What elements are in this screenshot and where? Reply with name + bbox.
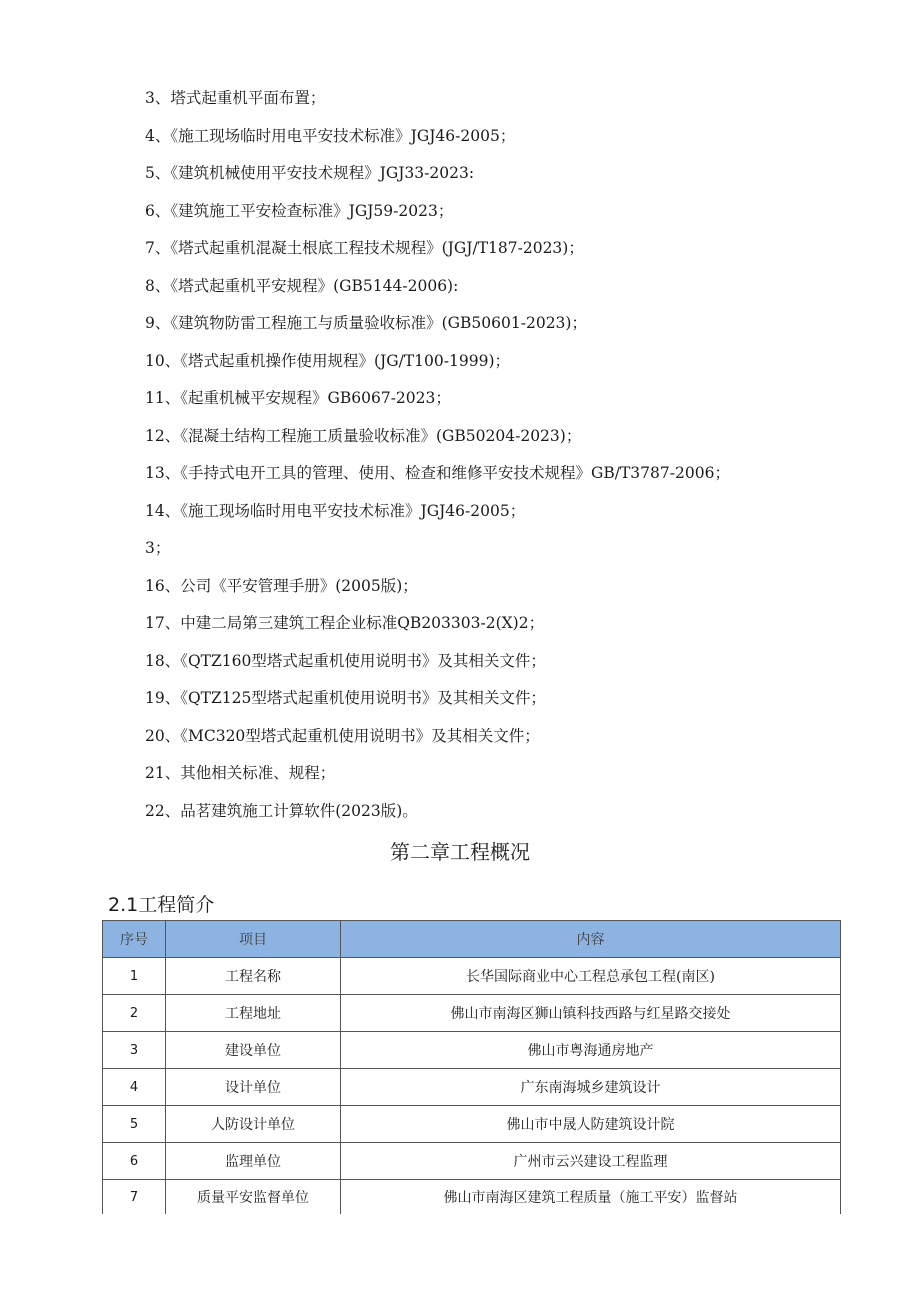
reference-item: 3、塔式起重机平面布置； bbox=[145, 89, 326, 107]
section-title: 2.1工程简介 bbox=[108, 894, 215, 916]
row-no: 6 bbox=[103, 1143, 166, 1180]
row-item: 建设单位 bbox=[166, 1032, 341, 1069]
row-no: 5 bbox=[103, 1106, 166, 1143]
reference-item: 9、《建筑物防雷工程施工与质量验收标准》(GB50601-2023)； bbox=[145, 314, 587, 332]
header-no: 序号 bbox=[103, 921, 166, 958]
row-item: 监理单位 bbox=[166, 1143, 341, 1180]
row-content: 佛山市粤海通房地产 bbox=[341, 1032, 841, 1069]
reference-item: 6、《建筑施工平安检查标准》JGJ59-2023； bbox=[145, 201, 454, 220]
row-no: 3 bbox=[103, 1032, 166, 1069]
header-item: 项目 bbox=[166, 921, 341, 958]
reference-item: 4、《施工现场临时用电平安技术标准》JGJ46-2005； bbox=[145, 126, 516, 145]
row-item: 设计单位 bbox=[166, 1069, 341, 1106]
row-no: 2 bbox=[103, 995, 166, 1032]
reference-item: 21、其他相关标准、规程； bbox=[145, 764, 336, 782]
reference-item: 10、《塔式起重机操作使用规程》(JG/T100-1999)； bbox=[145, 351, 510, 370]
row-content: 佛山市南海区建筑工程质量（施工平安）监督站 bbox=[341, 1180, 841, 1215]
row-no: 4 bbox=[103, 1069, 166, 1106]
row-content: 佛山市南海区狮山镇科技西路与红星路交接处 bbox=[341, 995, 841, 1032]
row-content: 广州市云兴建设工程监理 bbox=[341, 1143, 841, 1180]
reference-item: 14、《施工现场临时用电平安技术标准》JGJ46-2005； bbox=[145, 501, 526, 520]
reference-item: 8、《塔式起重机平安规程》(GB5144-2006): bbox=[145, 276, 459, 295]
reference-item: 11、《起重机械平安规程》GB6067-2023； bbox=[145, 389, 451, 407]
row-item: 工程名称 bbox=[166, 958, 341, 995]
table-header-row bbox=[103, 921, 841, 958]
row-content: 长华国际商业中心工程总承包工程(南区) bbox=[341, 958, 841, 995]
row-content: 佛山市中晟人防建筑设计院 bbox=[341, 1106, 841, 1143]
row-item: 工程地址 bbox=[166, 995, 341, 1032]
reference-item: 17、中建二局第三建筑工程企业标准QB203303-2(X)2； bbox=[145, 614, 545, 632]
row-item: 人防设计单位 bbox=[166, 1106, 341, 1143]
table-row bbox=[103, 995, 841, 1032]
table-row bbox=[103, 1143, 841, 1180]
table-row bbox=[103, 1180, 841, 1215]
chapter-title: 第二章工程概况 bbox=[390, 840, 530, 864]
row-item: 质量平安监督单位 bbox=[166, 1180, 341, 1215]
reference-item: 22、品茗建筑施工计算软件(2023版)。 bbox=[145, 801, 418, 820]
project-overview-table bbox=[102, 920, 841, 1214]
table-row bbox=[103, 1069, 841, 1106]
table-row bbox=[103, 1032, 841, 1069]
header-content: 内容 bbox=[341, 921, 841, 958]
reference-item: 20、《MC320型塔式起重机使用说明书》及其相关文件； bbox=[145, 726, 540, 745]
reference-item: 13、《手持式电开工具的管理、使用、检查和维修平安技术规程》GB/T3787-2006； bbox=[145, 464, 730, 482]
reference-item: 18、《QTZ160型塔式起重机使用说明书》及其相关文件； bbox=[145, 651, 546, 670]
row-no: 7 bbox=[103, 1180, 166, 1215]
reference-item: 19、《QTZ125型塔式起重机使用说明书》及其相关文件； bbox=[145, 689, 546, 707]
reference-item: 3； bbox=[145, 539, 171, 557]
row-no: 1 bbox=[103, 958, 166, 995]
reference-item: 7、《塔式起重机混凝土根底工程技术规程》(JGJ/T187-2023)； bbox=[145, 239, 584, 257]
table-row bbox=[103, 958, 841, 995]
reference-item: 16、公司《平安管理手册》(2005版)； bbox=[145, 576, 418, 595]
table-row bbox=[103, 1106, 841, 1143]
reference-item: 5、《建筑机械使用平安技术规程》JGJ33-2023: bbox=[145, 164, 475, 182]
row-content: 广东南海城乡建筑设计 bbox=[341, 1069, 841, 1106]
reference-list bbox=[145, 84, 845, 834]
reference-item: 12、《混凝土结构工程施工质量验收标准》(GB50204-2023)； bbox=[145, 426, 582, 445]
